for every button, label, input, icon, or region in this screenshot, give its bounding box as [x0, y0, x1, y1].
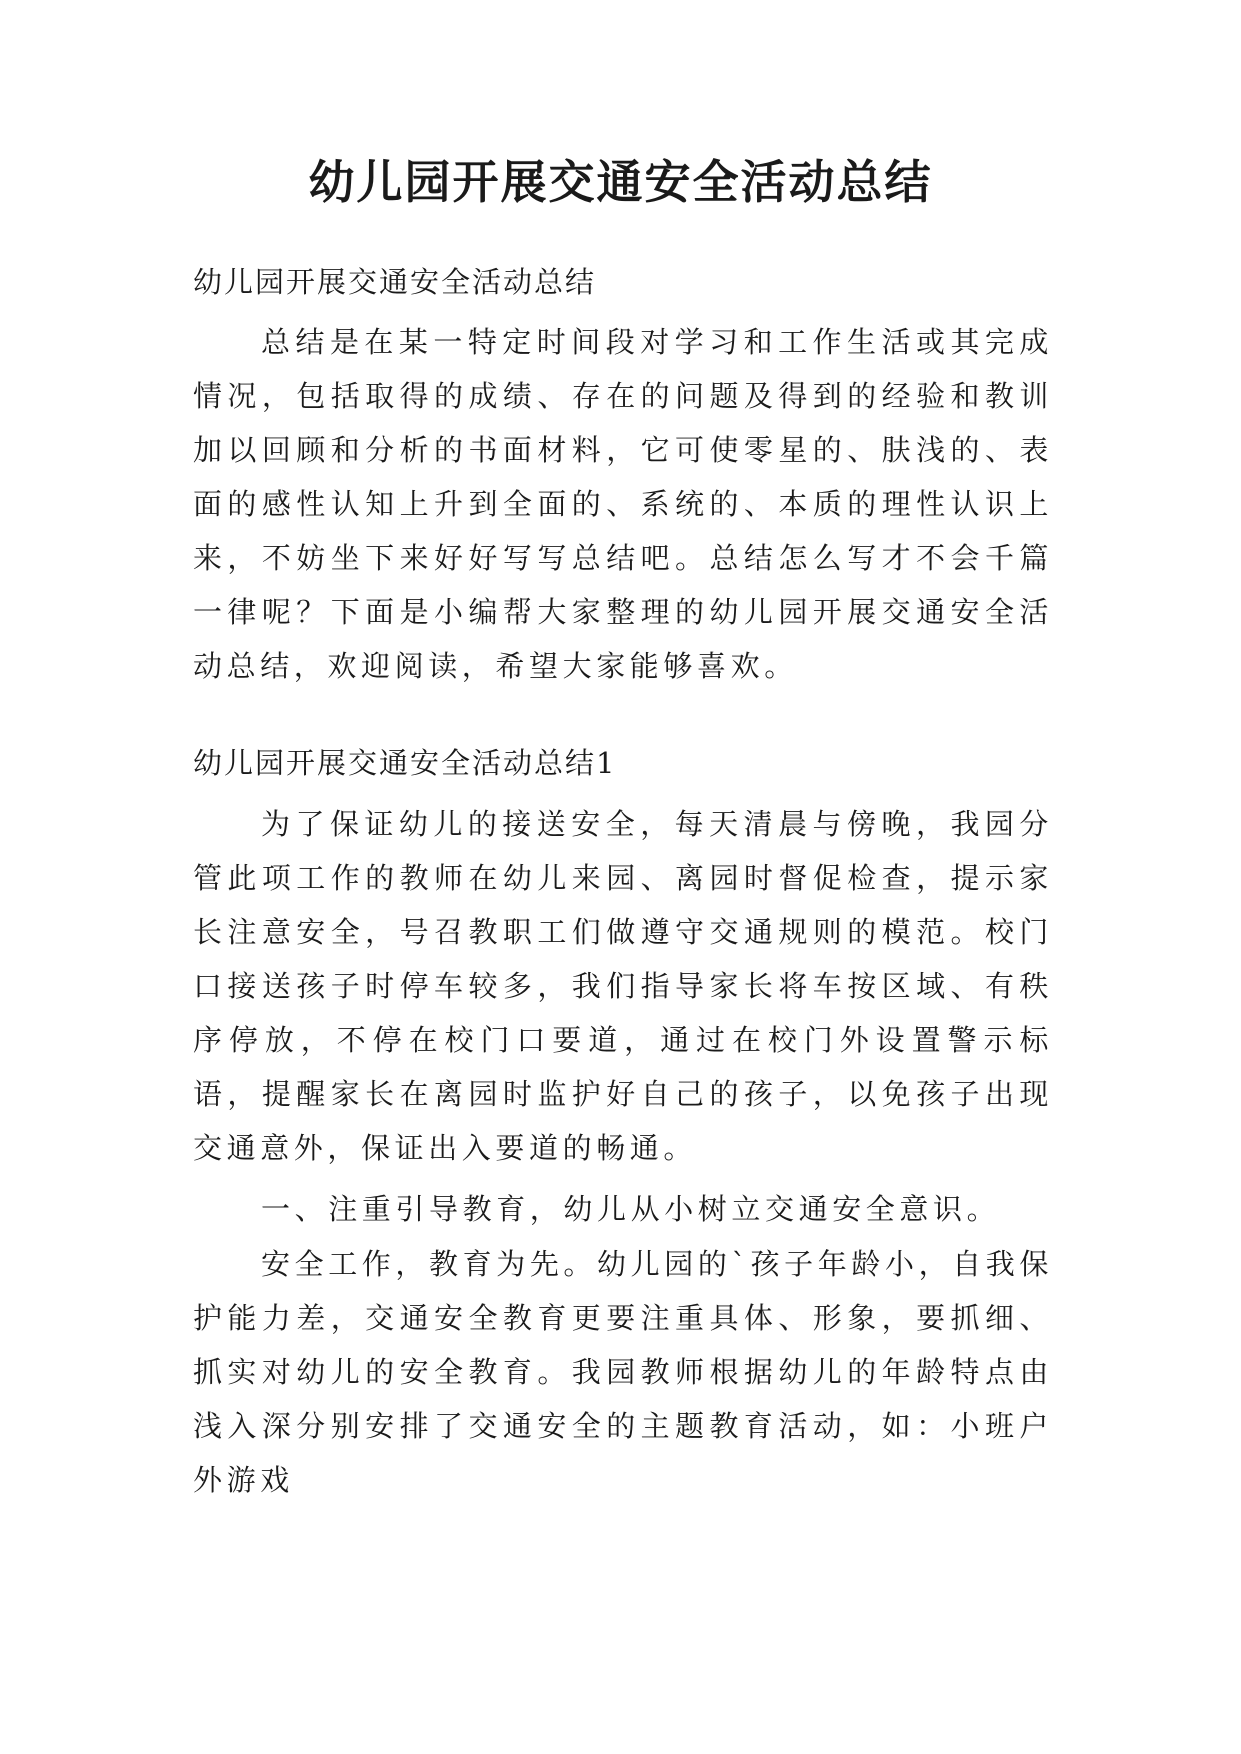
- document-title: 幼儿园开展交通安全活动总结: [308, 155, 933, 209]
- section1-heading: 幼儿园开展交通安全活动总结1: [193, 746, 617, 780]
- section1-paragraph-1: 为了保证幼儿的接送安全，每天清晨与傍晚，我园分管此项工作的教师在幼儿来园、离园时督促检查，提示家长注意安全，号召教职工们做遵守交通规则的模范。校门口接送孩子时停车较多，我们指导家长将车按区域、有秩序停放，不停在校门口要道，通过在校门外设置警示标语，提醒家长在离园时监护好自己的孩子，以免孩子出现交通意外，保证出入要道的畅通。: [193, 807, 1053, 1165]
- section1-paragraph-2: 安全工作，教育为先。幼儿园的`孩子年龄小，自我保护能力差，交通安全教育更要注重具体、形象，要抓细、抓实对幼儿的安全教育。我园教师根据幼儿的年龄特点由浅入深分别安排了交通安全的主题教育活动，如：小班户外游戏: [193, 1247, 1053, 1497]
- intro-heading: 幼儿园开展交通安全活动总结: [193, 265, 597, 299]
- section1-point-1: 一、注重引导教育，幼儿从小树立交通安全意识。: [261, 1192, 1001, 1226]
- intro-paragraph: 总结是在某一特定时间段对学习和工作生活或其完成情况，包括取得的成绩、存在的问题及得到的经验和教训加以回顾和分析的书面材料，它可使零星的、肤浅的、表面的感性认知上升到全面的、系统的、本质的理性认识上来，不妨坐下来好好写写总结吧。总结怎么写才不会千篇一律呢？下面是小编帮大家整理的幼儿园开展交通安全活动总结，欢迎阅读，希望大家能够喜欢。: [193, 325, 1053, 683]
